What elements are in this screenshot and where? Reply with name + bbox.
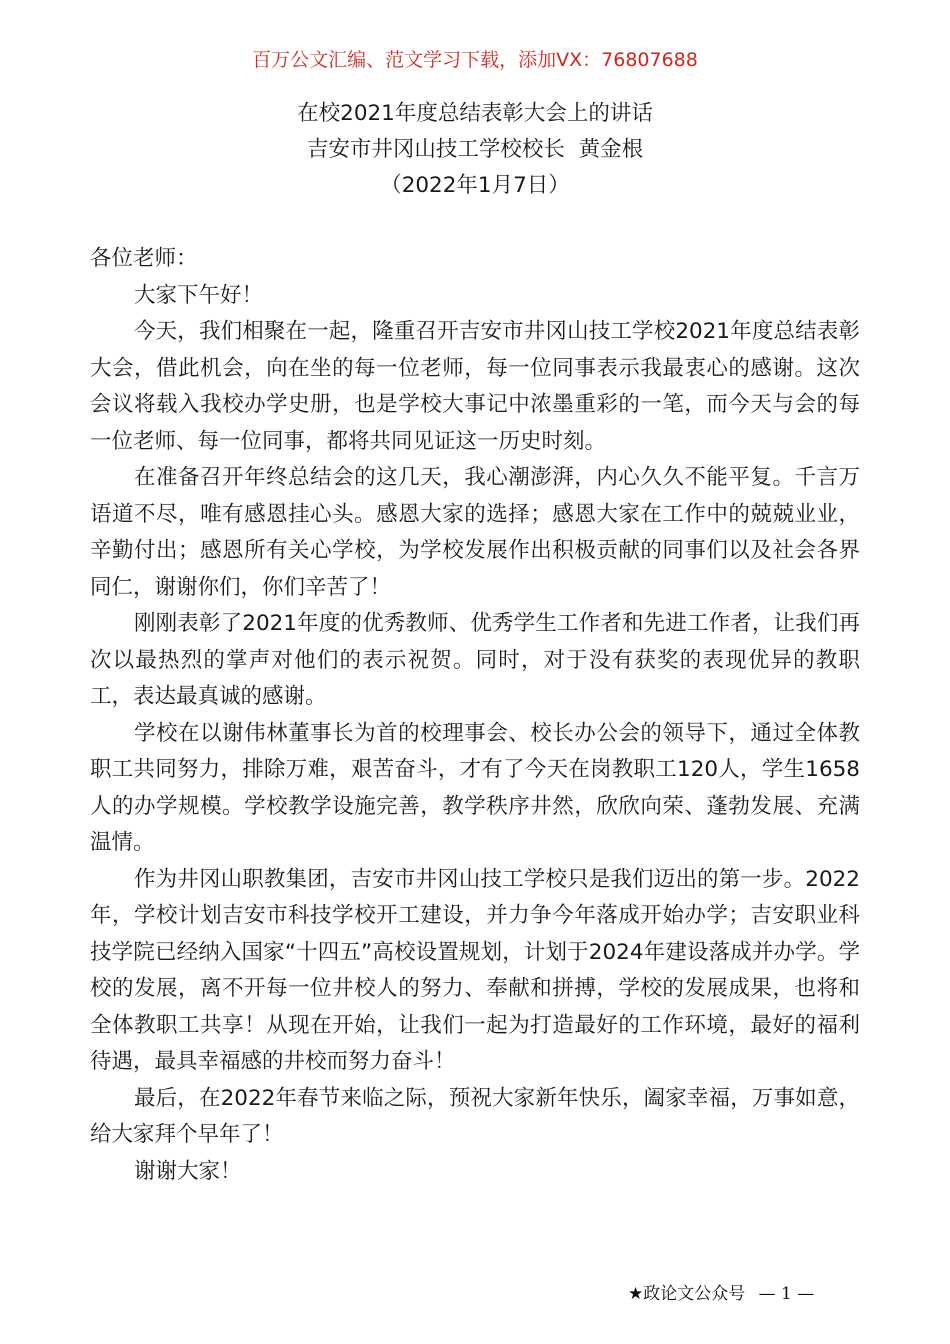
paragraph-future-plans: 作为井冈山职教集团，吉安市井冈山技工学校只是我们迈出的第一步。2022年，学校计划吉安市科技学校开工建设，并力争今年落成开始办学；吉安职业科技学院已经纳入国家“十四五”高校设置规划，计划于2024年建设落成并办学。学校的发展，离不开每一位井校人的努力、奉献和拼搏，学校的发展成果，也将和全体教职工共享！从现在开始，让我们一起为打造最好的工作环境，最好的福利待遇，最具幸福感的井校而努力奋斗！ [90,866,860,1074]
paragraph-greeting: 大家下午好！ [134,282,264,308]
document-date: （2022年1月7日） [380,173,570,198]
document-title: 在校2021年度总结表彰大会上的讲话 [297,101,653,126]
speech-body [90,241,860,1190]
paragraph-awards: 刚刚表彰了2021年度的优秀教师、优秀学生工作者和先进工作者，让我们再次以最热烈的掌声对他们的表示祝贺。同时，对于没有获奖的表现优异的教职工，表达最真诚的感谢。 [90,611,860,709]
paragraph-new-year-wishes: 最后，在2022年春节来临之际，预祝大家新年快乐，阖家幸福，万事如意，给大家拜个早年了！ [90,1085,860,1147]
download-banner: 百万公文汇编、范文学习下载，添加VX：76807688 [252,49,698,71]
page-footer [628,1282,814,1306]
salutation: 各位老师： [90,246,198,271]
footer-source: ★政论文公众号 [628,1284,746,1304]
paragraph-gratitude: 在准备召开年终总结会的这几天，我心潮澎湃，内心久久不能平复。千言万语道不尽，唯有感恩挂心头。感恩大家的选择；感恩大家在工作中的兢兢业业，辛勤付出；感恩所有关心学校，为学校发展作出积极贡献的同事们以及社会各界同仁，谢谢你们，你们辛苦了！ [90,465,860,600]
paragraph-achievements: 学校在以谢伟林董事长为首的校理事会、校长办公会的领导下，通过全体教职工共同努力，排除万难，艰苦奋斗，才有了今天在岗教职工120人，学生1658人的办学规模。学校教学设施完善，教学秩序井然，欣欣向荣、蓬勃发展、充满温情。 [90,720,860,855]
paragraph-opening: 今天，我们相聚在一起，隆重召开吉安市井冈山技工学校2021年度总结表彰大会，借此机会，向在坐的每一位老师，每一位同事表示我最衷心的感谢。这次会议将载入我校办学史册，也是学校大事记中浓墨重彩的一笔，而今天与会的每一位老师、每一位同事，都将共同见证这一历史时刻。 [90,319,860,454]
document-author: 吉安市井冈山技工学校校长 黄金根 [306,137,644,162]
paragraph-closing: 谢谢大家！ [134,1158,242,1184]
document-heading [0,96,950,204]
page-number: — 1 — [758,1284,815,1304]
